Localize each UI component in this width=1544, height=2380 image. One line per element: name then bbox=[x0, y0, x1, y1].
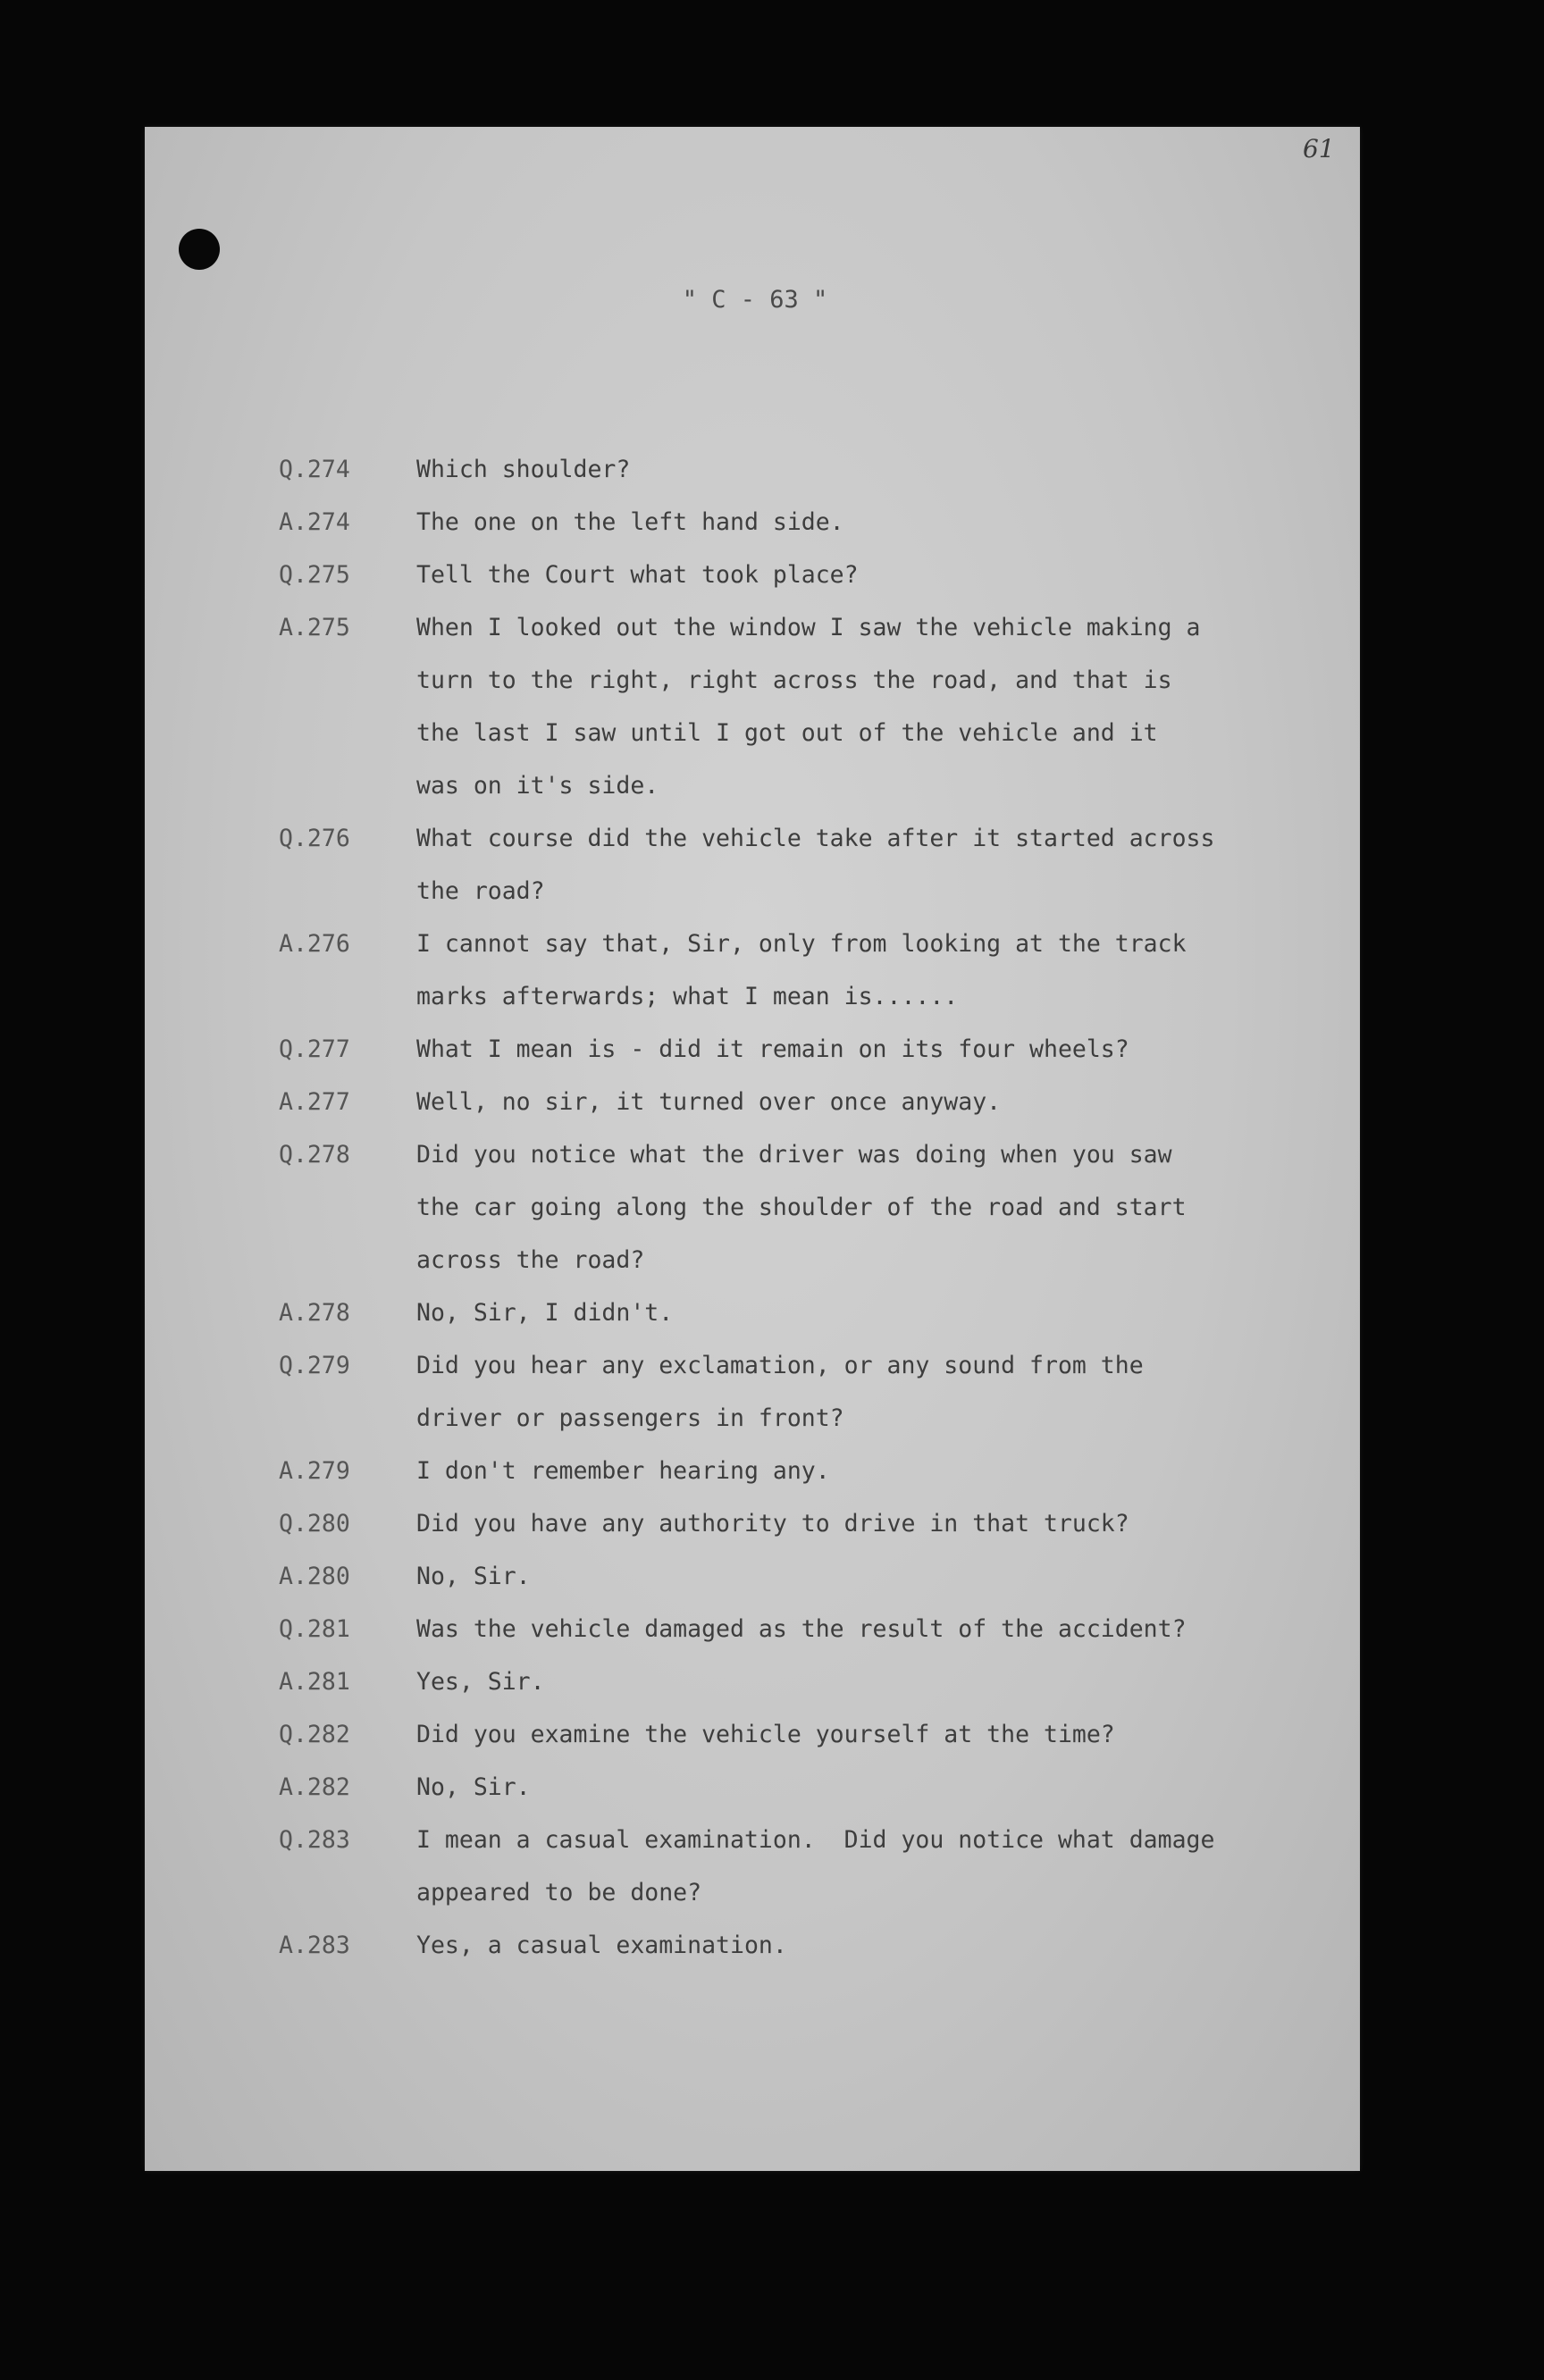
punch-hole bbox=[179, 229, 220, 270]
entry-label: A.283 bbox=[279, 1932, 350, 1959]
entry-line: driver or passengers in front? bbox=[416, 1404, 844, 1432]
entry-label: Q.280 bbox=[279, 1510, 350, 1538]
entry-label: Q.277 bbox=[279, 1035, 350, 1063]
transcript-entry bbox=[279, 496, 1315, 549]
entry-line: Well, no sir, it turned over once anyway. bbox=[416, 1088, 1002, 1116]
entry-line: I mean a casual examination. Did you notice what damage bbox=[416, 1826, 1215, 1854]
transcript-entry bbox=[279, 1550, 1315, 1603]
transcript-entry bbox=[279, 1655, 1315, 1708]
transcript-body bbox=[279, 443, 1315, 1972]
entry-line: No, Sir. bbox=[416, 1563, 531, 1590]
entry-line: Which shoulder? bbox=[416, 456, 631, 483]
entry-line: Was the vehicle damaged as the result of the accident? bbox=[416, 1615, 1187, 1643]
entry-line: across the road? bbox=[416, 1246, 645, 1274]
entry-text bbox=[416, 1708, 1315, 1761]
entry-text bbox=[416, 918, 1315, 1023]
entry-text bbox=[416, 549, 1315, 601]
entry-line: Did you have any authority to drive in that truck? bbox=[416, 1510, 1129, 1538]
entry-line: I cannot say that, Sir, only from looking at the track bbox=[416, 930, 1187, 958]
entry-label: A.280 bbox=[279, 1563, 350, 1590]
entry-line: the car going along the shoulder of the road and start bbox=[416, 1194, 1187, 1221]
entry-text bbox=[416, 1076, 1315, 1128]
entry-label: A.278 bbox=[279, 1299, 350, 1327]
transcript-entry bbox=[279, 1076, 1315, 1128]
entry-label: A.276 bbox=[279, 930, 350, 958]
entry-line: Did you examine the vehicle yourself at the time? bbox=[416, 1721, 1115, 1748]
entry-text bbox=[416, 1919, 1315, 1972]
entry-line: No, Sir, I didn't. bbox=[416, 1299, 674, 1327]
transcript-entry bbox=[279, 1497, 1315, 1550]
entry-line: the road? bbox=[416, 877, 545, 905]
transcript-entry bbox=[279, 918, 1315, 1023]
entry-label: Q.276 bbox=[279, 825, 350, 852]
entry-text bbox=[416, 1655, 1315, 1708]
entry-text bbox=[416, 1339, 1315, 1445]
entry-label: Q.281 bbox=[279, 1615, 350, 1643]
entry-line: turn to the right, right across the road, and that is bbox=[416, 666, 1172, 694]
transcript-entry bbox=[279, 1761, 1315, 1814]
entry-line: I don't remember hearing any. bbox=[416, 1457, 830, 1485]
entry-label: Q.278 bbox=[279, 1141, 350, 1169]
handwritten-page-number: 61 bbox=[1303, 134, 1335, 163]
transcript-entry bbox=[279, 1708, 1315, 1761]
transcript-entry bbox=[279, 549, 1315, 601]
entry-line: What I mean is - did it remain on its four wheels? bbox=[416, 1035, 1129, 1063]
transcript-entry bbox=[279, 812, 1315, 918]
page-header: " C - 63 " bbox=[682, 286, 828, 314]
entry-line: What course did the vehicle take after it started across bbox=[416, 825, 1215, 852]
entry-line: was on it's side. bbox=[416, 772, 659, 800]
entry-line: When I looked out the window I saw the vehicle making a bbox=[416, 614, 1201, 641]
entry-text bbox=[416, 1286, 1315, 1339]
entry-label: Q.283 bbox=[279, 1826, 350, 1854]
entry-label: A.281 bbox=[279, 1668, 350, 1696]
transcript-entry bbox=[279, 1128, 1315, 1286]
entry-line: Yes, Sir. bbox=[416, 1668, 545, 1696]
entry-label: Q.274 bbox=[279, 456, 350, 483]
transcript-entry bbox=[279, 1919, 1315, 1972]
transcript-entry bbox=[279, 601, 1315, 812]
entry-label: Q.279 bbox=[279, 1352, 350, 1379]
entry-line: Did you hear any exclamation, or any sound from the bbox=[416, 1352, 1144, 1379]
entry-text bbox=[416, 443, 1315, 496]
entry-text bbox=[416, 1814, 1315, 1919]
entry-line: Yes, a casual examination. bbox=[416, 1932, 787, 1959]
transcript-entry bbox=[279, 443, 1315, 496]
transcript-entry bbox=[279, 1445, 1315, 1497]
entry-label: A.275 bbox=[279, 614, 350, 641]
transcript-entry bbox=[279, 1603, 1315, 1655]
entry-text bbox=[416, 1023, 1315, 1076]
transcript-entry bbox=[279, 1814, 1315, 1919]
entry-line: No, Sir. bbox=[416, 1773, 531, 1801]
entry-label: Q.282 bbox=[279, 1721, 350, 1748]
transcript-entry bbox=[279, 1286, 1315, 1339]
entry-text bbox=[416, 1445, 1315, 1497]
entry-text bbox=[416, 1128, 1315, 1286]
transcript-entry bbox=[279, 1339, 1315, 1445]
entry-label: A.277 bbox=[279, 1088, 350, 1116]
entry-line: The one on the left hand side. bbox=[416, 508, 844, 536]
transcript-entry bbox=[279, 1023, 1315, 1076]
entry-text bbox=[416, 1603, 1315, 1655]
entry-label: Q.275 bbox=[279, 561, 350, 589]
entry-line: appeared to be done? bbox=[416, 1879, 702, 1907]
entry-label: A.274 bbox=[279, 508, 350, 536]
entry-text bbox=[416, 812, 1315, 918]
entry-label: A.279 bbox=[279, 1457, 350, 1485]
entry-line: the last I saw until I got out of the vehicle and it bbox=[416, 719, 1158, 747]
entry-text bbox=[416, 1761, 1315, 1814]
entry-label: A.282 bbox=[279, 1773, 350, 1801]
entry-text bbox=[416, 601, 1315, 812]
entry-text bbox=[416, 1497, 1315, 1550]
entry-line: Tell the Court what took place? bbox=[416, 561, 859, 589]
entry-text bbox=[416, 496, 1315, 549]
entry-line: Did you notice what the driver was doing when you saw bbox=[416, 1141, 1172, 1169]
entry-line: marks afterwards; what I mean is...... bbox=[416, 983, 959, 1010]
entry-text bbox=[416, 1550, 1315, 1603]
